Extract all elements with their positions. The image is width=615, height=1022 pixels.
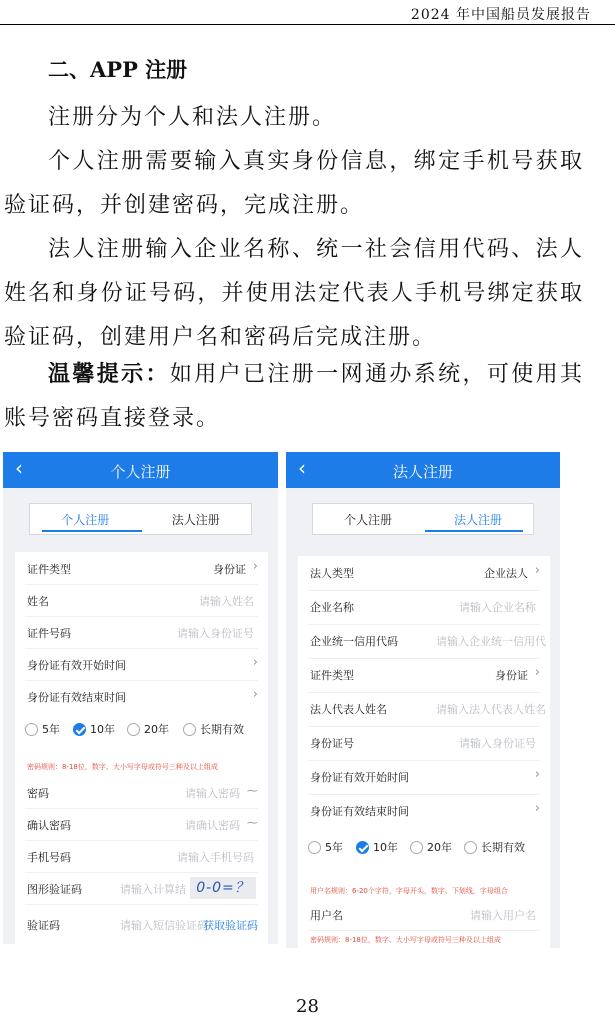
field-value: 身份证: [213, 563, 246, 576]
field-label: 密码: [27, 787, 49, 800]
validity-option[interactable]: [73, 721, 115, 737]
username-rule: 用户名规则：6-20个字符，字母开头，数字、下划线，字母组合: [310, 887, 508, 895]
chevron-right-icon: ›: [534, 767, 540, 782]
tab-legal[interactable]: 法人注册: [453, 513, 502, 527]
radio-icon: [25, 723, 38, 736]
chevron-right-icon: ›: [252, 655, 258, 670]
validity-option[interactable]: [183, 721, 244, 737]
section-heading: 二、APP 注册: [48, 57, 188, 82]
phone-field[interactable]: [15, 840, 268, 872]
field-label: 证件类型: [27, 563, 71, 576]
back-chevron-icon[interactable]: ‹: [298, 456, 306, 480]
option-label: 20年: [144, 723, 169, 736]
field-label: 验证码: [27, 919, 60, 932]
radio-icon: [410, 841, 423, 854]
id-number-field[interactable]: [15, 616, 268, 648]
radio-icon: [464, 841, 477, 854]
option-label: 10年: [373, 841, 398, 854]
get-code-link[interactable]: 获取验证码: [203, 919, 258, 932]
validity-option[interactable]: [127, 721, 169, 737]
screen-title: 个人注册: [110, 463, 171, 481]
eye-closed-icon[interactable]: ⁓: [247, 784, 258, 797]
field-placeholder: 请输入用户名: [470, 909, 536, 922]
confirm-password-field[interactable]: [15, 808, 268, 840]
legal-type-row[interactable]: [298, 556, 550, 588]
valid-end-row[interactable]: [15, 680, 268, 712]
field-value: 身份证: [495, 669, 528, 682]
option-label: 5年: [42, 723, 60, 736]
legal-form: [298, 556, 550, 948]
captcha-field[interactable]: [15, 872, 268, 904]
tab-personal[interactable]: 个人注册: [343, 513, 392, 527]
tab-legal[interactable]: 法人注册: [171, 513, 220, 527]
validity-options: [298, 830, 550, 864]
field-placeholder: 请输入企业名称: [459, 601, 536, 614]
page-number: 28: [296, 996, 319, 1017]
password-field[interactable]: [15, 776, 268, 808]
option-label: 10年: [90, 723, 115, 736]
field-label: 身份证号: [310, 737, 354, 750]
name-field[interactable]: [15, 584, 268, 616]
chevron-right-icon: ›: [534, 563, 540, 578]
chevron-right-icon: ›: [252, 559, 258, 574]
radio-checked-icon: [356, 841, 369, 854]
field-label: 法人代表人姓名: [310, 703, 387, 716]
active-tab-underline: [425, 530, 523, 532]
option-label: 长期有效: [200, 723, 244, 736]
registration-tabs: [312, 503, 534, 535]
field-placeholder: 请输入计算结: [120, 883, 186, 896]
option-label: 长期有效: [481, 841, 525, 854]
field-label: 身份证有效开始时间: [310, 771, 409, 784]
field-label: 企业统一信用代码: [310, 635, 398, 648]
validity-option[interactable]: [410, 839, 452, 855]
field-label: 证件号码: [27, 627, 71, 640]
active-tab-underline: [42, 530, 142, 532]
screen-title: 法人注册: [392, 463, 453, 481]
valid-end-row[interactable]: [298, 794, 550, 826]
password-rule: 密码规则：8-18位，数字、大小写字母或符号三种及以上组成: [310, 936, 501, 944]
password-rule: 密码规则：8-18位，数字、大小写字母或符号三种及以上组成: [27, 763, 218, 771]
paragraph-personal-registration: 个人注册需要输入真实身份信息，绑定手机号获取验证码，并创建密码，完成注册。: [4, 149, 584, 218]
field-label: 法人类型: [310, 567, 354, 580]
radio-icon: [308, 841, 321, 854]
field-placeholder: 请输入身份证号: [459, 737, 536, 750]
chevron-right-icon: ›: [534, 665, 540, 680]
field-placeholder: 请输入身份证号: [177, 627, 254, 640]
id-type-row[interactable]: [298, 658, 550, 690]
radio-checked-icon: [73, 723, 86, 736]
field-label: 用户名: [310, 909, 343, 922]
field-placeholder: 请输入法人代表人姓名: [436, 703, 546, 716]
back-chevron-icon[interactable]: ‹: [15, 456, 23, 480]
option-label: 20年: [427, 841, 452, 854]
legal-registration-screenshot: [286, 452, 560, 948]
id-number-field[interactable]: [298, 726, 550, 758]
field-placeholder: 请输入手机号码: [177, 851, 254, 864]
divider: [308, 930, 540, 931]
radio-icon: [127, 723, 140, 736]
validity-option[interactable]: [356, 839, 398, 855]
valid-start-row[interactable]: [15, 648, 268, 680]
paragraph-legal-registration: 法人注册输入企业名称、统一社会信用代码、法人姓名和身份证号码，并使用法定代表人手机号绑定获取验证码，创建用户名和密码后完成注册。: [4, 237, 584, 350]
registration-tabs: [29, 503, 252, 535]
credit-code-field[interactable]: [298, 624, 550, 656]
field-placeholder: 请输入密码: [185, 787, 240, 800]
field-label: 图形验证码: [27, 883, 82, 896]
tip-label: 温馨提示：: [48, 361, 170, 387]
company-name-field[interactable]: [298, 590, 550, 622]
field-placeholder: 请确认密码: [185, 819, 240, 832]
chevron-right-icon: ›: [252, 687, 258, 702]
option-label: 5年: [325, 841, 343, 854]
paragraph-registration-types: 注册分为个人和法人注册。: [48, 105, 337, 130]
field-value: 企业法人: [484, 567, 528, 580]
eye-closed-icon[interactable]: ⁓: [247, 816, 258, 829]
validity-option[interactable]: [464, 839, 525, 855]
tip-body: 如用户已注册一网通办系统，可使用其账号密码直接登录。: [4, 362, 584, 431]
valid-start-row[interactable]: [298, 760, 550, 792]
title-bar: [286, 452, 560, 488]
title-bar: [3, 452, 278, 488]
field-label: 身份证有效开始时间: [27, 659, 126, 672]
validity-option[interactable]: [25, 721, 60, 737]
field-label: 身份证有效结束时间: [27, 691, 126, 704]
field-label: 确认密码: [27, 819, 71, 832]
personal-registration-screenshot: [3, 452, 278, 944]
field-placeholder: 请输入姓名: [199, 595, 254, 608]
field-label: 证件类型: [310, 669, 354, 682]
tab-personal[interactable]: 个人注册: [61, 513, 110, 527]
rep-name-field[interactable]: [298, 692, 550, 724]
sms-code-field[interactable]: [15, 908, 268, 940]
field-label: 企业名称: [310, 601, 354, 614]
id-type-row[interactable]: [15, 552, 268, 584]
chevron-right-icon: ›: [534, 801, 540, 816]
captcha-image[interactable]: 0-0=？: [190, 877, 256, 899]
field-label: 身份证有效结束时间: [310, 805, 409, 818]
divider: [25, 904, 258, 905]
personal-form: [15, 552, 268, 944]
validity-options: [15, 712, 268, 746]
validity-option[interactable]: [308, 839, 343, 855]
field-placeholder: 请输入企业统一信用代: [436, 635, 546, 648]
field-label: 手机号码: [27, 851, 71, 864]
radio-icon: [183, 723, 196, 736]
field-label: 姓名: [27, 595, 49, 608]
running-header: 2024 年中国船员发展报告: [410, 7, 591, 23]
username-field[interactable]: [298, 898, 550, 930]
header-rule: [0, 24, 615, 25]
field-placeholder: 请输入短信验证码: [120, 919, 208, 932]
paragraph-tip: [4, 352, 584, 441]
